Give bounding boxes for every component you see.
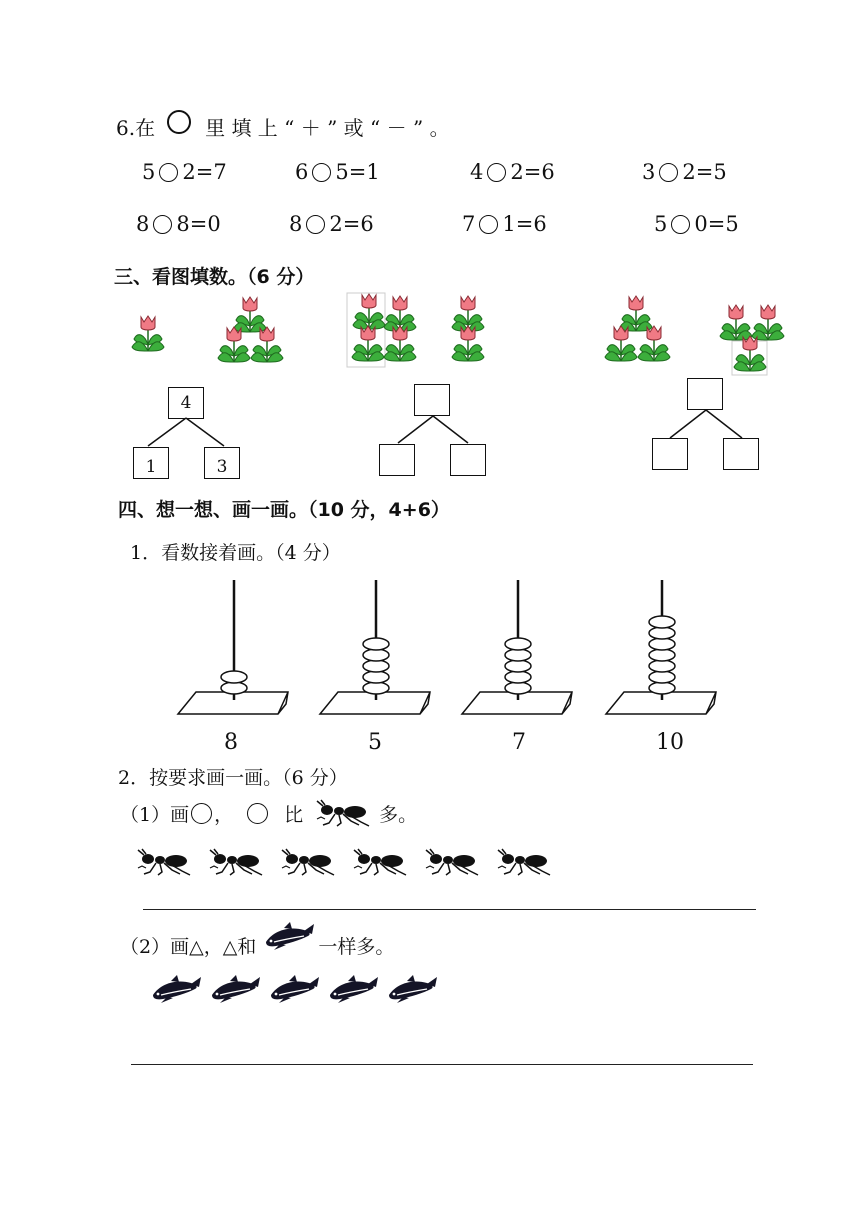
fish-icon [271, 975, 319, 1003]
fish-icon [330, 975, 378, 1003]
tree1-right-box[interactable]: 3 [204, 447, 240, 479]
abacus-label: 10 [656, 730, 684, 755]
q6-title-prefix: 6.在 [116, 116, 156, 140]
sub1-text-d: 多。 [379, 804, 418, 826]
fish-icon [389, 975, 437, 1003]
part1-title: 1．看数接着画。（4 分） [130, 542, 341, 564]
abacus-label: 5 [368, 730, 382, 755]
sub2-text-a: （2）画△，△和 [120, 935, 257, 958]
equation-right: 8=0 [176, 212, 221, 236]
equation-right: 2=5 [682, 160, 727, 184]
equation-left: 8 [136, 212, 150, 236]
equation-right: 5=1 [335, 160, 380, 184]
abacus-label: 8 [224, 730, 238, 755]
fish-icon [153, 975, 201, 1003]
equation-right: 1=6 [502, 212, 547, 236]
equation-left: 3 [642, 160, 656, 184]
equation-right: 2=7 [182, 160, 227, 184]
part2-title: 2．按要求画一画。（6 分） [118, 767, 348, 789]
q6-title-suffix: 里 填 上 “ ＋ ” 或 “ － ” 。 [205, 116, 450, 140]
equation-left: 5 [654, 212, 668, 236]
tree1-top-box[interactable]: 4 [168, 387, 204, 419]
tree1-left-box[interactable]: 1 [133, 447, 169, 479]
sub1-text-c: 比 [284, 804, 304, 826]
sub1-text-b: ， [214, 804, 234, 826]
answer-line[interactable] [131, 1064, 753, 1065]
section4-heading: 四、想一想、画一画。（10 分，4+6） [118, 499, 450, 521]
equation-right: 2=6 [329, 212, 374, 236]
equation-left: 4 [470, 160, 484, 184]
equation-left: 6 [295, 160, 309, 184]
fish-icon [212, 975, 260, 1003]
equation-left: 5 [142, 160, 156, 184]
equation-left: 8 [289, 212, 303, 236]
sub2-text-b: 一样多。 [318, 935, 395, 958]
sub1-text-a: （1）画 [120, 804, 190, 826]
equation-right: 2=6 [510, 160, 555, 184]
equation-right: 0=5 [694, 212, 739, 236]
section3-heading: 三、看图填数。（6 分） [114, 266, 315, 288]
abacus-label: 7 [512, 730, 526, 755]
equation-left: 7 [462, 212, 476, 236]
